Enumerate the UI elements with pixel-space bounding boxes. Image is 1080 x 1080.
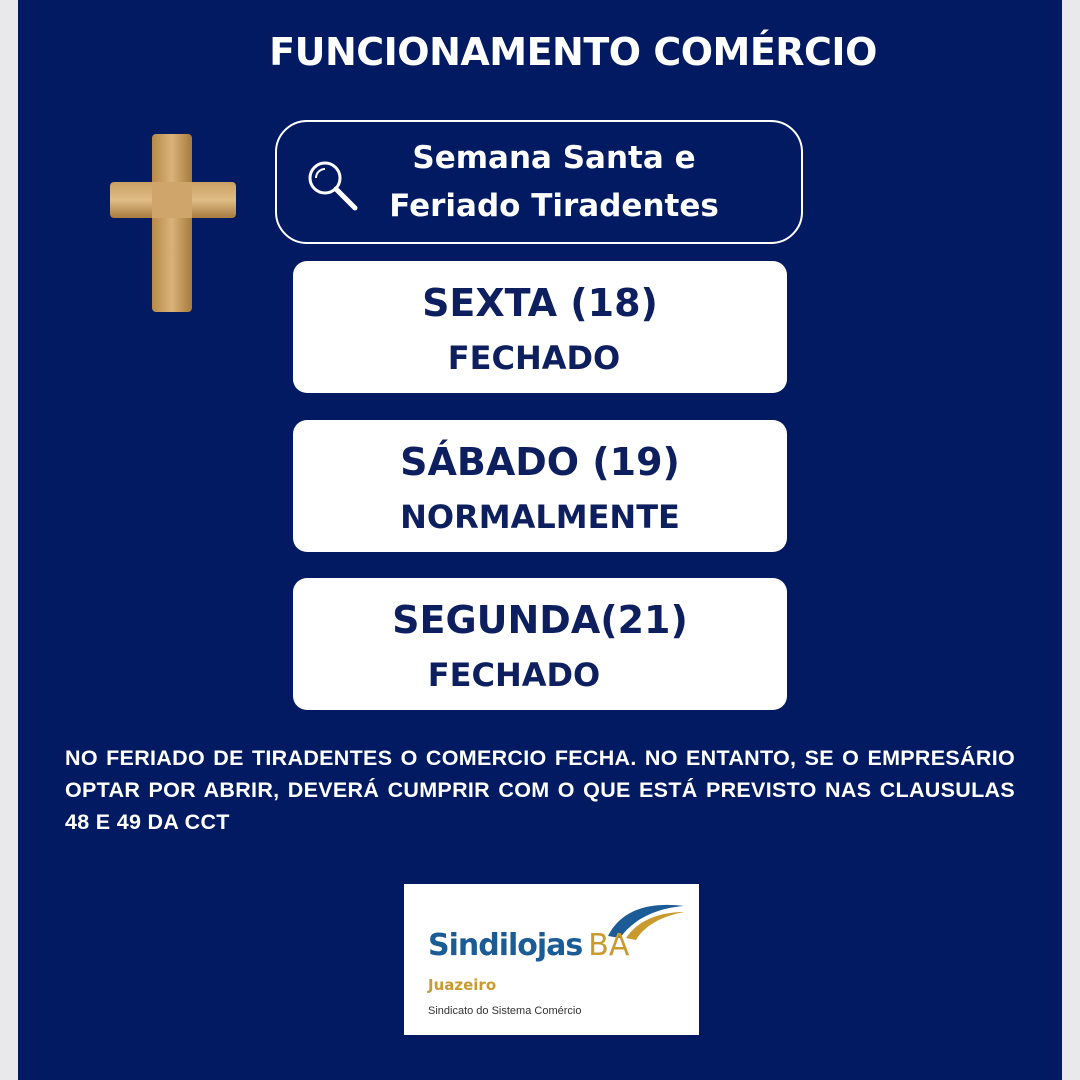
header-line-2: Feriado Tiradentes — [389, 188, 719, 224]
day-name: SEXTA (18) — [422, 281, 658, 325]
logo-wordmark: Sindilojas — [428, 928, 583, 963]
cross-icon — [108, 132, 238, 314]
header-pill — [275, 120, 803, 244]
logo-city: Juazeiro — [428, 976, 497, 994]
day-status: FECHADO — [447, 339, 621, 377]
day-card-saturday — [293, 420, 787, 552]
notice-text: NO FERIADO DE TIRADENTES O COMERCIO FECHA. NO ENTANTO, SE O EMPRESÁRIO OPTAR POR ABRIR, DEVERÁ CUMPRIR COM O QUE ESTÁ PREVISTO NAS CLAUSULAS 48 E 49 DA CCT — [65, 746, 1015, 834]
header-line-1: Semana Santa e — [412, 140, 696, 176]
day-status: NORMALMENTE — [400, 498, 680, 536]
day-card-friday — [293, 261, 787, 393]
day-name: SÁBADO (19) — [400, 440, 680, 484]
search-icon — [305, 158, 361, 214]
sindilojas-logo — [404, 884, 699, 1035]
logo-tagline: Sindicato do Sistema Comércio — [428, 1005, 582, 1017]
logo-name — [428, 928, 629, 963]
page-title: FUNCIONAMENTO COMÉRCIO — [269, 30, 877, 74]
poster-background — [18, 0, 1062, 1080]
day-name: SEGUNDA(21) — [392, 598, 688, 642]
day-status: FECHADO — [427, 656, 601, 694]
header-text — [369, 134, 739, 230]
day-card-monday — [293, 578, 787, 710]
logo-region: BA — [588, 928, 630, 963]
